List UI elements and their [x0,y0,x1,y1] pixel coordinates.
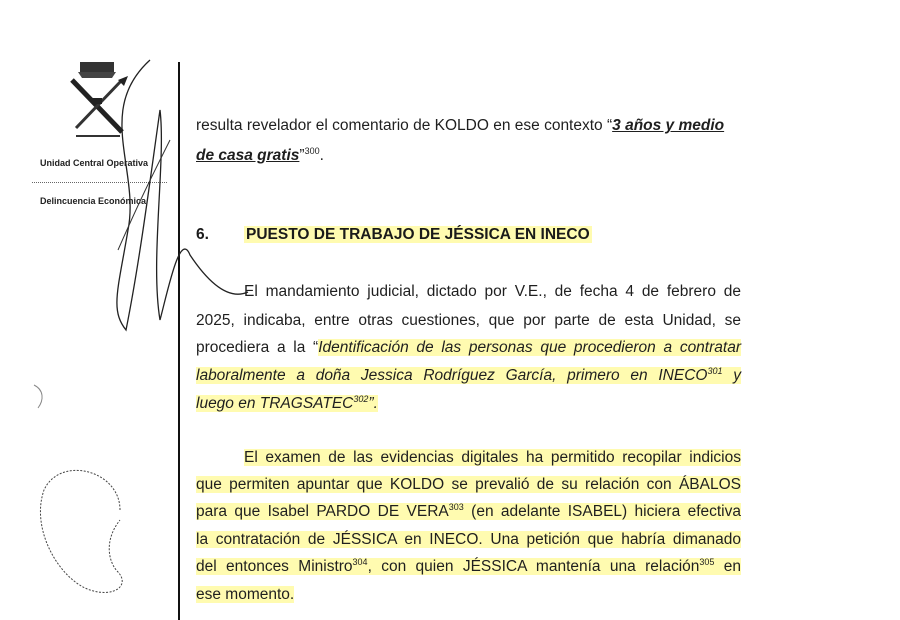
footnote-ref: 305 [699,556,715,567]
section-title: PUESTO DE TRABAJO DE JÉSSICA EN INECO [246,226,590,243]
section-number: 6. [196,226,209,243]
header-divider [32,182,167,183]
footnote-ref: 301 [707,365,723,376]
para0-quote-2: de casa gratis [196,147,300,164]
para1-line1: El mandamiento judicial, dictado por V.E., de fecha 4 de febrero de [244,283,741,300]
para0-prefix: resulta revelador el comentario de KOLDO en ese contexto “ [196,117,613,134]
para1-quote-1: Identificación de las personas que procedieron a contratar [318,339,741,356]
para0-close: ” [299,147,305,164]
margin-rule [178,62,180,620]
footnote-ref: 302 [353,393,369,404]
footnote-ref: 300 [304,145,320,156]
para0-line2 [196,146,324,166]
para1-line3 [196,338,741,358]
para2-line6: ese momento. [196,586,295,603]
unit-name: Unidad Central Operativa [40,158,149,168]
para2-line4: la contratación de JÉSSICA en INECO. Una petición que habría dimanado [196,531,741,548]
para1-quote-2: laboralmente a doña Jessica Rodríguez García, primero en INECO$^{301}$ y [196,365,741,384]
para2-line2: que permiten apuntar que KOLDO se prevalió de su relación con ÁBALOS [196,476,741,493]
para0-quote-1: 3 años y medio [612,117,725,134]
para1-prefix: procediera a la “ [196,339,319,356]
footnote-ref: 303 [448,501,464,512]
para1-line5 [196,394,378,414]
para1-line2: 2025, indicaba, entre otras cuestiones, que por parte de esta Unidad, se [196,312,741,329]
para2-line5: del entonces Ministro$^{304}$, con quien JÉSSICA mantenía una relación$^{305}$ en [196,556,741,575]
unit-subtitle: Delincuencia Económica [40,196,147,206]
para2-line1: El examen de las evidencias digitales ha permitido recopilar indicios [244,449,741,466]
section-heading [196,226,592,244]
para1-line4 [196,366,741,386]
para2-line3: para que Isabel PARDO DE VERA$^{303}$ (en adelante ISABEL) hiciera efectiva [196,501,741,520]
footnote-ref: 304 [352,556,368,567]
guardia-civil-emblem-icon [62,60,132,140]
para0-line1 [196,116,724,136]
para0-end: . [319,147,324,164]
para1-quote-3: luego en TRAGSATEC$^{302}$”. [196,393,378,412]
